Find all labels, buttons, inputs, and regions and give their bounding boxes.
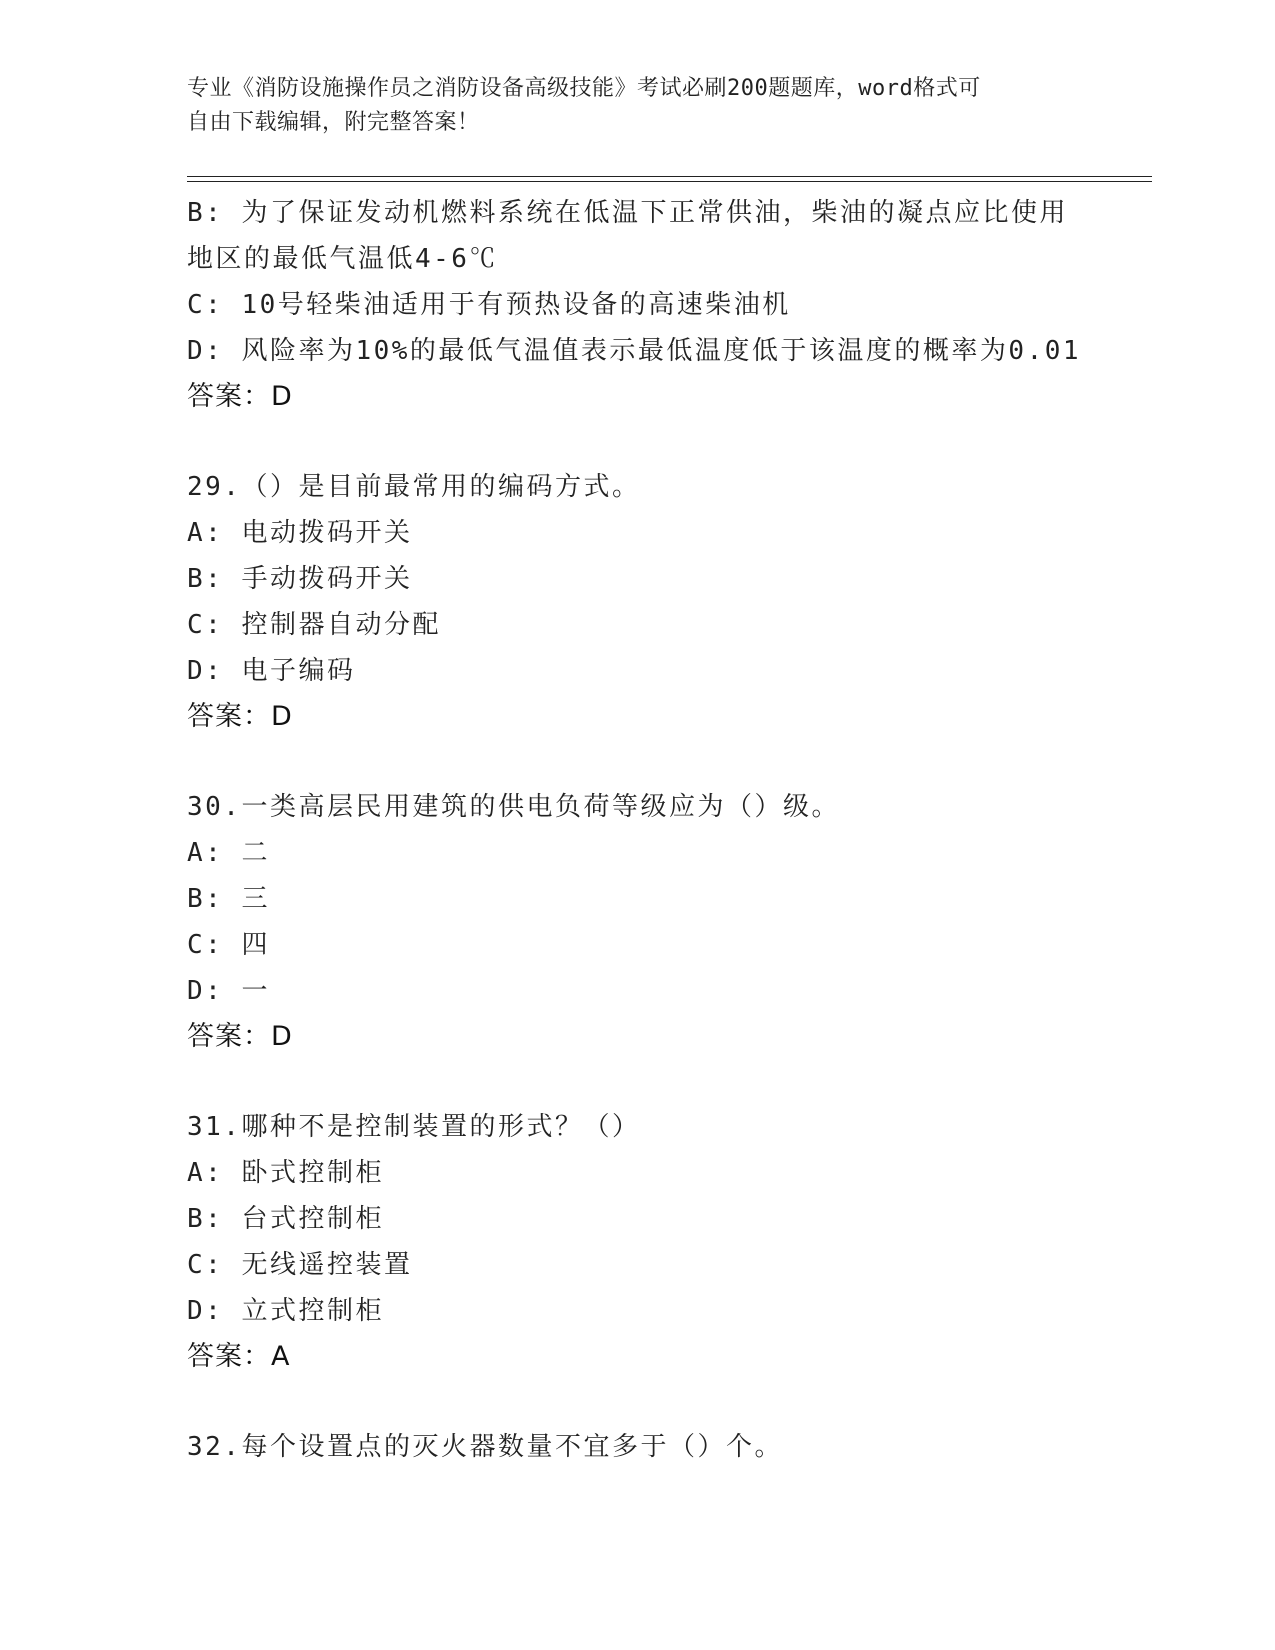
question-31 [187,1104,1127,1380]
option-c: C: 10号轻柴油适用于有预热设备的高速柴油机 [187,290,791,320]
question-text: 32.每个设置点的灭火器数量不宜多于（）个。 [187,1432,783,1462]
question-text: 30.一类高层民用建筑的供电负荷等级应为（）级。 [187,792,840,822]
option-b-line-1: B: 为了保证发动机燃料系统在低温下正常供油，柴油的凝点应比使用 [187,198,1068,228]
answer-line: 答案：D [187,701,293,732]
option-b: B: 手动拨码开关 [187,564,413,594]
header-line-2: 自由下载编辑，附完整答案！ [187,110,480,135]
option-b-line-2: 地区的最低气温低4-6℃ [187,244,498,274]
option-a: A: 电动拨码开关 [187,518,413,548]
question-28-continued [187,190,1127,420]
question-32 [187,1424,1127,1470]
answer-line: 答案：D [187,1021,293,1052]
header-divider [187,176,1152,182]
page-header [187,72,1087,140]
question-text: 31.哪种不是控制装置的形式？（） [187,1112,641,1142]
header-line-1: 专业《消防设施操作员之消防设备高级技能》考试必刷200题题库，word格式可 [187,76,981,101]
option-c: C: 控制器自动分配 [187,610,441,640]
question-29 [187,464,1127,740]
question-list [187,190,1127,1470]
option-d: D: 电子编码 [187,656,356,686]
answer-line: 答案：A [187,1341,291,1372]
option-d: D: 一 [187,976,270,1006]
option-a: A: 二 [187,838,270,868]
option-b: B: 三 [187,884,270,914]
option-b: B: 台式控制柜 [187,1204,384,1234]
option-d: D: 风险率为10%的最低气温值表示最低温度低于该温度的概率为0.01 [187,336,1082,366]
question-text: 29.（）是目前最常用的编码方式。 [187,472,641,502]
option-c: C: 无线遥控装置 [187,1250,413,1280]
option-c: C: 四 [187,930,270,960]
answer-line: 答案：D [187,381,293,412]
question-30 [187,784,1127,1060]
option-d: D: 立式控制柜 [187,1296,384,1326]
option-a: A: 卧式控制柜 [187,1158,384,1188]
